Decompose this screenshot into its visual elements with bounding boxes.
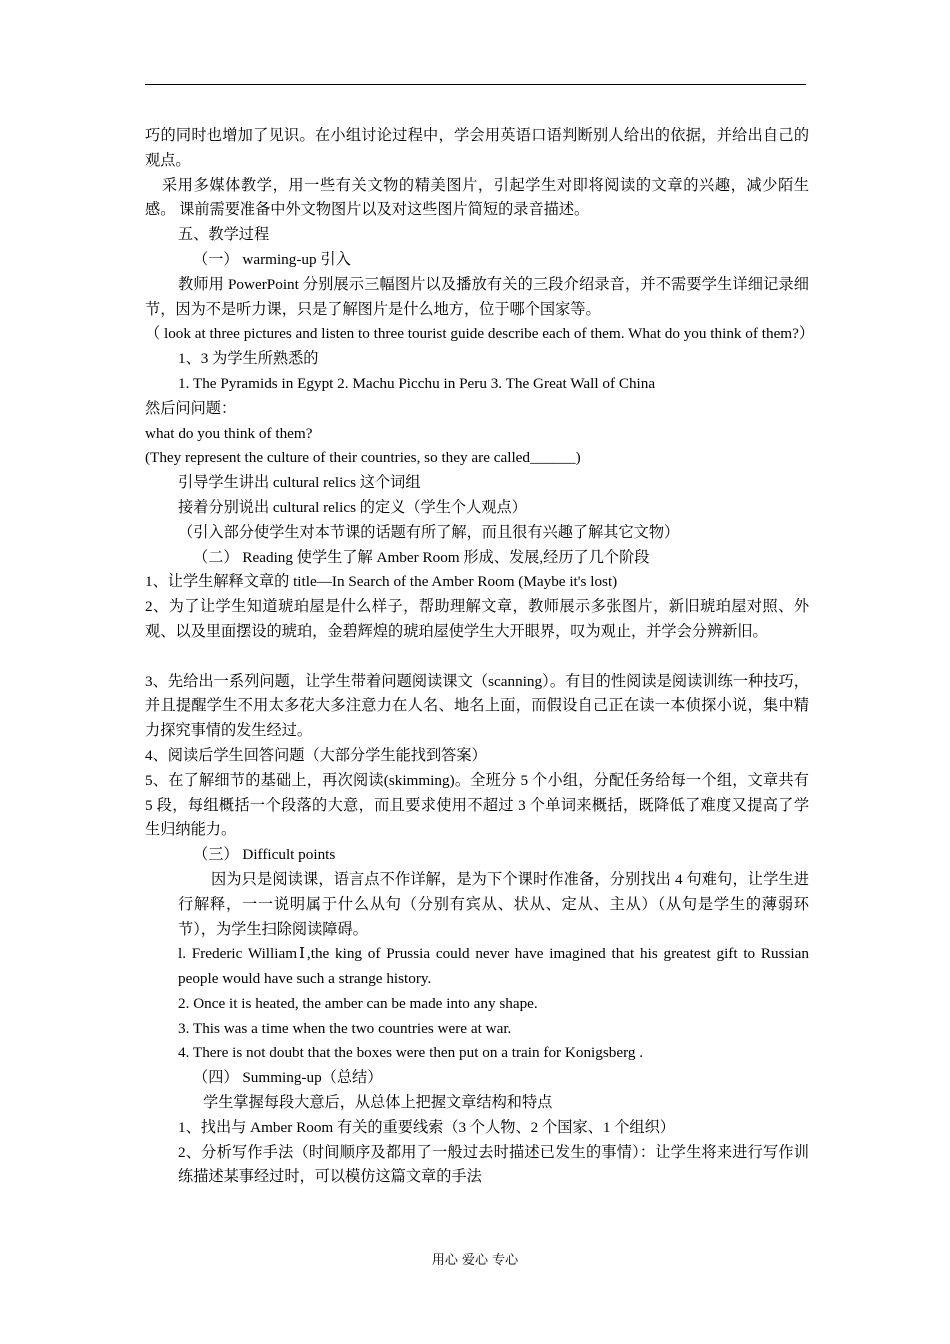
paragraph: 4、阅读后学生回答问题（大部分学生能找到答案） xyxy=(145,746,487,764)
paragraph: 3、先给出一系列问题，让学生带着问题阅读课文（scanning）。有目的性阅读是阅读训练一种技巧，并且提醒学生不用太多花大多注意力在人名、地名上面，而假设自己正在读一本侦探小说，集中精力探究事情的发生经过。 xyxy=(145,672,809,740)
paragraph: 4. There is not doubt that the boxes were then put on a train for Konigsberg . xyxy=(178,1044,644,1062)
subsection-heading: （二） Reading 使学生了解 Amber Room 形成、发展,经历了几个阶段 xyxy=(193,548,650,566)
header-rule xyxy=(145,84,806,85)
paragraph: 2、分析写作手法（时间顺序及都用了一般过去时描述已发生的事情）：让学生将来进行写作训练描述某事经过时，可以模仿这篇文章的手法 xyxy=(178,1143,809,1186)
paragraph: 3. This was a time when the two countries were at war. xyxy=(178,1019,512,1037)
paragraph: l. Frederic WilliamⅠ,the king of Prussia could never have imagined that his greatest gift to Russian people would have such a strange history. xyxy=(178,945,809,988)
paragraph: 巧的同时也增加了见识。在小组讨论过程中，学会用英语口语判断别人给出的依据，并给出自己的观点。 xyxy=(145,127,809,169)
paragraph: 引导学生讲出 cultural relics 这个词组 xyxy=(178,474,421,492)
document-body xyxy=(145,124,815,1190)
subsection-heading: （一） warming-up 引入 xyxy=(193,250,351,268)
paragraph: 采用多媒体教学，用一些有关文物的精美图片，引起学生对即将阅读的文章的兴趣，减少陌生感。 课前需要准备中外文物图片以及对这些图片简短的录音描述。 xyxy=(145,176,809,219)
paragraph: 1、找出与 Amber Room 有关的重要线索（3 个人物、2 个国家、1 个组织） xyxy=(178,1118,675,1136)
paragraph: (They represent the culture of their countries, so they are called______) xyxy=(145,449,581,467)
paragraph: 2. Once it is heated, the amber can be made into any shape. xyxy=(178,994,538,1012)
section-heading: 五、教学过程 xyxy=(178,226,270,244)
paragraph: 接着分别说出 cultural relics 的定义（学生个人观点） xyxy=(178,498,527,516)
paragraph: 5、在了解细节的基础上，再次阅读(skimming)。全班分 5 个小组，分配任务给每一个组，文章共有 5 段，每组概括一个段落的大意，而且要求使用不超过 3 个单词来概括，既降低了难度又提高了学生归纳能力。 xyxy=(145,771,809,839)
paragraph: 1、让学生解释文章的 title—In Search of the Amber Room (Maybe it's lost) xyxy=(145,573,618,591)
paragraph: 然后问问题： xyxy=(145,399,237,417)
paragraph: 1. The Pyramids in Egypt 2. Machu Picchu in Peru 3. The Great Wall of China xyxy=(178,374,656,392)
page-footer: 用心 爱心 专心 xyxy=(431,1253,519,1268)
blank-line xyxy=(145,645,809,670)
paragraph: （引入部分使学生对本节课的话题有所了解，而且很有兴趣了解其它文物） xyxy=(178,523,680,541)
paragraph: （ look at three pictures and listen to three tourist guide describe each of them. What do you think of them?） xyxy=(145,325,815,343)
paragraph: 2、为了让学生知道琥珀屋是什么样子，帮助理解文章，教师展示多张图片，新旧琥珀屋对照、外观、以及里面摆设的琥珀，金碧辉煌的琥珀屋使学生大开眼界，叹为观止，并学会分辨新旧。 xyxy=(145,598,809,640)
paragraph: 教师用 PowerPoint 分别展示三幅图片以及播放有关的三段介绍录音，并不需要学生详细记录细节，因为不是听力课，只是了解图片是什么地方，位于哪个国家等。 xyxy=(145,275,809,318)
subsection-heading: （四） Summing-up（总结） xyxy=(193,1069,383,1087)
subsection-heading: （三） Difficult points xyxy=(193,846,336,864)
paragraph: what do you think of them? xyxy=(145,424,313,442)
paragraph: 因为只是阅读课，语言点不作详解，是为下个课时作准备，分别找出 4 句难句，让学生进行解释，一一说明属于什么从句（分别有宾从、状从、定从、主从）（从句是学生的薄弱环节），为学生扫除阅读障碍。 xyxy=(178,870,809,938)
paragraph: 学生掌握每段大意后，从总体上把握文章结构和特点 xyxy=(203,1094,553,1112)
paragraph: 1、3 为学生所熟悉的 xyxy=(178,350,319,368)
